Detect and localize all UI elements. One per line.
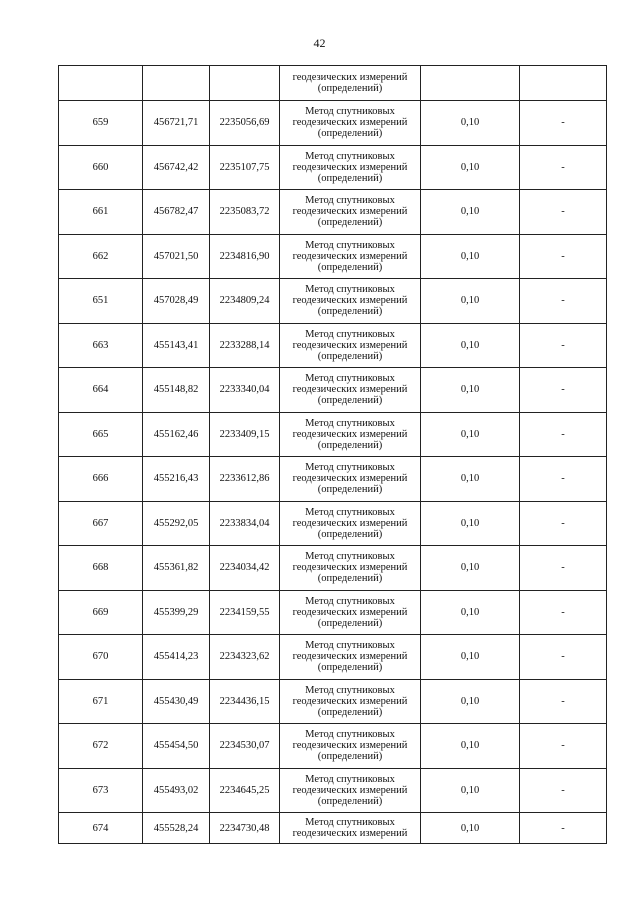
x-cell: 456782,47 xyxy=(143,190,210,235)
x-cell: 457021,50 xyxy=(143,234,210,279)
note-cell: - xyxy=(520,679,607,724)
table-row xyxy=(59,501,607,546)
method-line: геодезических измерений xyxy=(292,428,408,440)
point-cell: 672 xyxy=(59,724,143,769)
method-cell xyxy=(280,234,421,279)
method-line: геодезических измерений xyxy=(292,250,408,262)
method-line: геодезических измерений xyxy=(292,562,408,574)
accuracy-cell: 0,10 xyxy=(421,546,520,591)
y-cell: 2234530,07 xyxy=(210,724,280,769)
method-cell xyxy=(280,145,421,190)
point-cell: 659 xyxy=(59,101,143,146)
method-line: (определений) xyxy=(317,395,383,407)
note-cell: - xyxy=(520,279,607,324)
method-line: (определений) xyxy=(317,573,383,585)
accuracy-cell: 0,10 xyxy=(421,635,520,680)
note-cell: - xyxy=(520,724,607,769)
method-line: Метод спутниковых xyxy=(305,150,395,162)
method-cell xyxy=(280,279,421,324)
method-line: Метод спутниковых xyxy=(305,373,395,385)
method-line: (определений) xyxy=(317,617,383,629)
method-line: (определений) xyxy=(317,83,383,94)
method-cell xyxy=(280,323,421,368)
method-line: Метод спутниковых xyxy=(305,462,395,474)
note-cell: - xyxy=(520,457,607,502)
y-cell: 2234323,62 xyxy=(210,635,280,680)
note-cell: - xyxy=(520,190,607,235)
x-cell: 455292,05 xyxy=(143,501,210,546)
method-cell xyxy=(280,679,421,724)
method-line: геодезических измерений xyxy=(292,784,408,796)
method-line: Метод спутниковых xyxy=(305,328,395,340)
x-cell: 455493,02 xyxy=(143,768,210,813)
method-line: геодезических измерений xyxy=(292,473,408,485)
method-cell xyxy=(280,635,421,680)
method-cell xyxy=(280,190,421,235)
x-cell xyxy=(143,66,210,101)
method-line: Метод спутниковых xyxy=(305,506,395,518)
point-cell: 661 xyxy=(59,190,143,235)
accuracy-cell: 0,10 xyxy=(421,412,520,457)
table-row xyxy=(59,768,607,813)
page-number: 42 xyxy=(313,36,326,50)
y-cell: 2234645,25 xyxy=(210,768,280,813)
accuracy-cell: 0,10 xyxy=(421,190,520,235)
table-row xyxy=(59,323,607,368)
y-cell: 2234730,48 xyxy=(210,813,280,844)
method-cell xyxy=(280,66,421,101)
method-line: (определений) xyxy=(317,528,383,540)
y-cell: 2234159,55 xyxy=(210,590,280,635)
x-cell: 455454,50 xyxy=(143,724,210,769)
method-line: (определений) xyxy=(317,662,383,674)
table-row xyxy=(59,145,607,190)
table-row xyxy=(59,635,607,680)
method-line: (определений) xyxy=(317,439,383,451)
method-line: геодезических измерений xyxy=(292,695,408,707)
accuracy-cell: 0,10 xyxy=(421,590,520,635)
accuracy-cell: 0,10 xyxy=(421,101,520,146)
table-row-continued xyxy=(59,66,607,101)
note-cell: - xyxy=(520,635,607,680)
accuracy-cell: 0,10 xyxy=(421,279,520,324)
method-cell xyxy=(280,457,421,502)
method-line: геодезических измерений xyxy=(292,828,408,839)
method-line: (определений) xyxy=(317,217,383,229)
note-cell: - xyxy=(520,590,607,635)
x-cell: 455143,41 xyxy=(143,323,210,368)
table-row xyxy=(59,457,607,502)
point-cell: 662 xyxy=(59,234,143,279)
accuracy-cell: 0,10 xyxy=(421,457,520,502)
point-cell: 668 xyxy=(59,546,143,591)
accuracy-cell: 0,10 xyxy=(421,768,520,813)
point-cell: 651 xyxy=(59,279,143,324)
method-line: (определений) xyxy=(317,172,383,184)
accuracy-cell: 0,10 xyxy=(421,813,520,844)
accuracy-cell: 0,10 xyxy=(421,234,520,279)
table-row xyxy=(59,279,607,324)
y-cell: 2233612,86 xyxy=(210,457,280,502)
method-line: Метод спутниковых xyxy=(305,195,395,207)
point-cell: 670 xyxy=(59,635,143,680)
accuracy-cell: 0,10 xyxy=(421,724,520,769)
method-line: Метод спутниковых xyxy=(305,595,395,607)
note-cell: - xyxy=(520,412,607,457)
method-line: (определений) xyxy=(317,128,383,140)
note-cell: - xyxy=(520,234,607,279)
method-line: геодезических измерений xyxy=(292,606,408,618)
method-line: (определений) xyxy=(317,751,383,763)
coordinates-table xyxy=(58,65,607,844)
table-row xyxy=(59,813,607,844)
x-cell: 455216,43 xyxy=(143,457,210,502)
method-line: Метод спутниковых xyxy=(305,551,395,563)
point-cell: 666 xyxy=(59,457,143,502)
y-cell: 2233288,14 xyxy=(210,323,280,368)
point-cell xyxy=(59,66,143,101)
method-line: (определений) xyxy=(317,350,383,362)
y-cell: 2234816,90 xyxy=(210,234,280,279)
table-body xyxy=(59,66,607,844)
method-cell xyxy=(280,368,421,413)
accuracy-cell: 0,10 xyxy=(421,501,520,546)
method-line: (определений) xyxy=(317,261,383,273)
method-cell xyxy=(280,501,421,546)
note-cell: - xyxy=(520,323,607,368)
table-row xyxy=(59,724,607,769)
point-cell: 660 xyxy=(59,145,143,190)
method-line: Метод спутниковых xyxy=(305,106,395,118)
method-cell xyxy=(280,412,421,457)
method-line: геодезических измерений xyxy=(292,339,408,351)
method-line: геодезических измерений xyxy=(292,295,408,307)
method-line: геодезических измерений xyxy=(292,72,408,83)
x-cell: 455528,24 xyxy=(143,813,210,844)
table-row xyxy=(59,546,607,591)
note-cell: - xyxy=(520,768,607,813)
note-cell xyxy=(520,66,607,101)
table-row xyxy=(59,412,607,457)
method-line: (определений) xyxy=(317,484,383,496)
method-cell xyxy=(280,813,421,844)
note-cell: - xyxy=(520,501,607,546)
point-cell: 673 xyxy=(59,768,143,813)
method-line: Метод спутниковых xyxy=(305,417,395,429)
method-line: Метод спутниковых xyxy=(305,284,395,296)
x-cell: 455361,82 xyxy=(143,546,210,591)
accuracy-cell xyxy=(421,66,520,101)
y-cell xyxy=(210,66,280,101)
method-line: геодезических измерений xyxy=(292,161,408,173)
method-line: геодезических измерений xyxy=(292,384,408,396)
x-cell: 455162,46 xyxy=(143,412,210,457)
point-cell: 667 xyxy=(59,501,143,546)
note-cell: - xyxy=(520,546,607,591)
method-line: (определений) xyxy=(317,306,383,318)
y-cell: 2235083,72 xyxy=(210,190,280,235)
y-cell: 2233340,04 xyxy=(210,368,280,413)
method-line: геодезических измерений xyxy=(292,651,408,663)
point-cell: 664 xyxy=(59,368,143,413)
y-cell: 2235107,75 xyxy=(210,145,280,190)
x-cell: 455414,23 xyxy=(143,635,210,680)
x-cell: 455399,29 xyxy=(143,590,210,635)
point-cell: 663 xyxy=(59,323,143,368)
table-row xyxy=(59,234,607,279)
y-cell: 2235056,69 xyxy=(210,101,280,146)
point-cell: 671 xyxy=(59,679,143,724)
accuracy-cell: 0,10 xyxy=(421,323,520,368)
y-cell: 2234809,24 xyxy=(210,279,280,324)
x-cell: 456742,42 xyxy=(143,145,210,190)
y-cell: 2234034,42 xyxy=(210,546,280,591)
table-row xyxy=(59,590,607,635)
method-line: (определений) xyxy=(317,795,383,807)
note-cell: - xyxy=(520,145,607,190)
accuracy-cell: 0,10 xyxy=(421,145,520,190)
point-cell: 674 xyxy=(59,813,143,844)
method-line: Метод спутниковых xyxy=(305,729,395,741)
table-row xyxy=(59,101,607,146)
table-row xyxy=(59,679,607,724)
table-row xyxy=(59,190,607,235)
x-cell: 455148,82 xyxy=(143,368,210,413)
x-cell: 456721,71 xyxy=(143,101,210,146)
method-line: геодезических измерений xyxy=(292,740,408,752)
method-cell xyxy=(280,724,421,769)
method-line: геодезических измерений xyxy=(292,206,408,218)
note-cell: - xyxy=(520,813,607,844)
method-cell xyxy=(280,546,421,591)
method-line: геодезических измерений xyxy=(292,117,408,129)
accuracy-cell: 0,10 xyxy=(421,368,520,413)
point-cell: 669 xyxy=(59,590,143,635)
method-cell xyxy=(280,101,421,146)
accuracy-cell: 0,10 xyxy=(421,679,520,724)
method-cell xyxy=(280,768,421,813)
method-line: Метод спутниковых xyxy=(305,684,395,696)
y-cell: 2234436,15 xyxy=(210,679,280,724)
method-line: Метод спутниковых xyxy=(305,817,395,828)
method-line: геодезических измерений xyxy=(292,517,408,529)
method-line: Метод спутниковых xyxy=(305,239,395,251)
x-cell: 455430,49 xyxy=(143,679,210,724)
note-cell: - xyxy=(520,101,607,146)
method-line: (определений) xyxy=(317,706,383,718)
point-cell: 665 xyxy=(59,412,143,457)
method-line: Метод спутниковых xyxy=(305,773,395,785)
x-cell: 457028,49 xyxy=(143,279,210,324)
method-line: Метод спутниковых xyxy=(305,640,395,652)
method-cell xyxy=(280,590,421,635)
y-cell: 2233409,15 xyxy=(210,412,280,457)
y-cell: 2233834,04 xyxy=(210,501,280,546)
note-cell: - xyxy=(520,368,607,413)
table-row xyxy=(59,368,607,413)
